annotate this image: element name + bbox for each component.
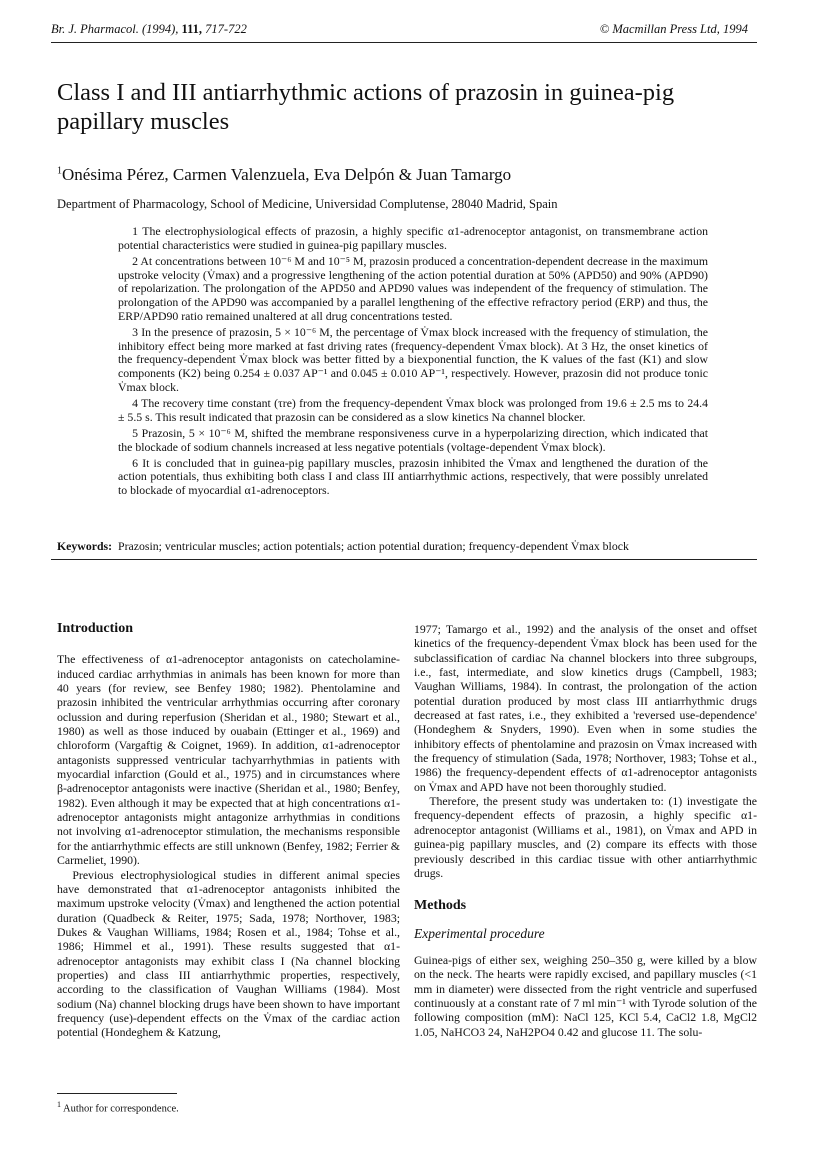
methods-subheading: Experimental procedure <box>414 925 545 941</box>
article-title: Class I and III antiarrhythmic actions of prazosin in guinea-pig papillary muscles <box>57 79 675 135</box>
abstract <box>118 225 708 500</box>
author-names: Onésima Pérez, Carmen Valenzuela, Eva Delpón & Juan Tamargo <box>62 165 512 184</box>
journal-citation <box>51 22 247 37</box>
left-column <box>57 622 400 1040</box>
abstract-point: 1 The electrophysiological effects of prazosin, a highly specific α1-adrenoceptor antagonist, on transmembrane action potential characteristics were studied in guinea-pig papillary muscles. <box>118 224 708 252</box>
abstract-point: 4 The recovery time constant (τre) from the frequency-dependent V̇max block was prolonged from 19.6 ± 2.5 ms to 24.4 ± 5.5 s. This result indicated that prazosin can be considered as a slow kinetics Na channel blocker. <box>118 395 708 424</box>
footnote-text: Author for correspondence. <box>63 1103 179 1115</box>
journal-pages: 717-722 <box>205 22 247 36</box>
intro-paragraph: Therefore, the present study was undertaken to: (1) investigate the frequency-dependent effects of prazosin, a highly specific α1-adrenoceptor antagonist (Williams et al., 1981), on V̇max and APD in guinea-pig papillary muscles, and (2) compare its effects with those previously described in this cardiac tissue with other antiarrhythmic drugs. <box>414 794 757 880</box>
intro-paragraph: Previous electrophysiological studies in different animal species have demonstrated that α1-adrenoceptor antagonists inhibited the maximum upstroke velocity (V̇max) and lengthened the action potential duration (Quadbeck & Reiter, 1975; Sada, 1978; Northover, 1983; Dukes & Vaughan Williams, 1984; Rosen et al., 1984; Tohse et al., 1986; Himmel et al., 1991). These results suggested that α1-adrenoceptor antagonists may exhibit class I (Na channel blocking properties) and class III antiarrhythmic properties, respectively, according to the classification of Vaughan Williams (1984). Most sodium (Na) channel blocking drugs have been shown to have important frequency (use)-dependent effects on the V̇max of the cardiac action potential (Hondeghem & Katzung, <box>57 867 400 1040</box>
abstract-point: 5 Prazosin, 5 × 10⁻⁶ M, shifted the membrane responsiveness curve in a hyperpolarizing direction, which indicated that the blockade of sodium channels increased at less negative potentials (voltage-dependent V̇max block). <box>118 425 708 454</box>
correspondence-marker: 1 <box>57 165 62 177</box>
footnote <box>57 1100 179 1115</box>
methods-paragraph: Guinea-pigs of either sex, weighing 250–350 g, were killed by a blow on the neck. The hearts were rapidly excised, and papillary muscles (<1 mm in diameter) were dissected from the right ventricle and superfused continuously at a constant rate of 7 ml min⁻¹ with Tyrode solution of the following composition (mM): NaCl 125, KCl 5.4, CaCl2 1.8, MgCl2 1.05, NaHCO3 24, NaH2PO4 0.42 and glucose 11. The solu- <box>414 952 757 1039</box>
abstract-point: 2 At concentrations between 10⁻⁶ M and 10⁻⁵ M, prazosin produced a concentration-dependent decrease in the maximum upstroke velocity (V̇max) and a progressive lengthening of the action potential duration at 50% (APD50) and 90% (APD90) of repolarization. The prolongation of the APD50 and APD90 values was independent of the frequency of stimulation. The prolongation of the APD90 was accompanied by a parallel lengthening of the effective refractory period (ERP) and thus, the ERP/APD90 ratio remained unaltered at all drug concentrations tested. <box>118 253 708 323</box>
introduction-heading: Introduction <box>57 621 133 636</box>
footnote-marker: 1 <box>57 1100 61 1109</box>
keywords-text: Prazosin; ventricular muscles; action potentials; action potential duration; frequency-dependent V̇max block <box>118 539 629 553</box>
right-column <box>414 622 757 1039</box>
affiliation: Department of Pharmacology, School of Medicine, Universidad Complutense, 28040 Madrid, Spain <box>57 197 558 211</box>
journal-volume: 111, <box>181 22 203 36</box>
journal-year: (1994), <box>141 22 179 36</box>
keywords <box>57 539 757 554</box>
copyright-notice: © Macmillan Press Ltd, 1994 <box>599 22 748 36</box>
keywords-label: Keywords: <box>57 539 113 553</box>
footnote-rule <box>57 1093 177 1094</box>
journal-name: Br. J. Pharmacol. <box>51 22 139 36</box>
intro-paragraph: The effectiveness of α1-adrenoceptor antagonists on catecholamine-induced cardiac arrhythmias in animals has been known for more than 40 years (for review, see Benfey 1980; 1982). Phentolamine and prazosin inhibited the ventricular arrhythmias occurring after coronary oclussion and during reperfusion (Sheridan et al., 1980; Stewart et al., 1980) as well as those induced by ouabain (Ettinger et al., 1969) and chloroform (Vargaftig & Coignet, 1969). In addition, α1-adrenoceptor antagonists suppressed ventricular tachyarrhythmias in patients with myocardial infarction (Gould et al., 1975) and in circumstances where β-adrenoceptor antagonists were inactive (Sheridan et al., 1980; Benfey, 1982). Even although it may be expected that at high concentrations α1-adrenoceptor antagonists might antagonize arrhythmias in conditions not involving α1-adrenoceptor stimulation, the mechanisms responsible for the antiarrhythmic effects are still unknown (Benfey, 1982; Ferrier & Carmeliet, 1990). <box>57 652 400 868</box>
intro-paragraph: 1977; Tamargo et al., 1992) and the analysis of the onset and offset kinetics of the frequency-dependent V̇max block has been used for the subclassification of cardiac Na channel blockers into three subgroups, i.e., fast, intermediate, and slow kinetics drugs (Campbell, 1983; Vaughan Williams, 1984). In contrast, the prolongation of the action potential duration produced by most class III antiarrhythmic drugs decreased at fast rates, i.e., they exhibited a 'reversed use-dependence' (Hondeghem & Snyders, 1990). Even when in some studies the inhibitory effects of phentolamine and prazosin on V̇max increased with the frequency of stimulation (Sada, 1978; Northover, 1983; Tohse et al., 1986) the frequency-dependent effects of α1-adrenoceptor antagonists on V̇max and APD have not been thoroughly studied. <box>414 622 757 794</box>
author-list <box>57 165 511 185</box>
abstract-point: 6 It is concluded that in guinea-pig papillary muscles, prazosin inhibited the V̇max and lengthened the duration of the action potentials, thus exhibiting both class I and class III antiarrhythmic actions, respectively, that were possibly unrelated to blockade of myocardial α1-adrenoceptors. <box>118 455 708 498</box>
abstract-point: 3 In the presence of prazosin, 5 × 10⁻⁶ M, the percentage of V̇max block increased with the frequency of stimulation, the inhibitory effect being more marked at fast driving rates (frequency-dependent V̇max block). At 3 Hz, the onset kinetics of the frequency-dependent V̇max block was better fitted by a biexponential function, the K values of the fast (K1) and slow components (K2) being 0.254 ± 0.037 AP⁻¹ and 0.045 ± 0.010 AP⁻¹, respectively. However, prazosin did not produce tonic V̇max block. <box>118 324 708 394</box>
header-rule <box>51 42 757 43</box>
methods-heading: Methods <box>414 898 467 914</box>
abstract-rule <box>51 559 757 560</box>
